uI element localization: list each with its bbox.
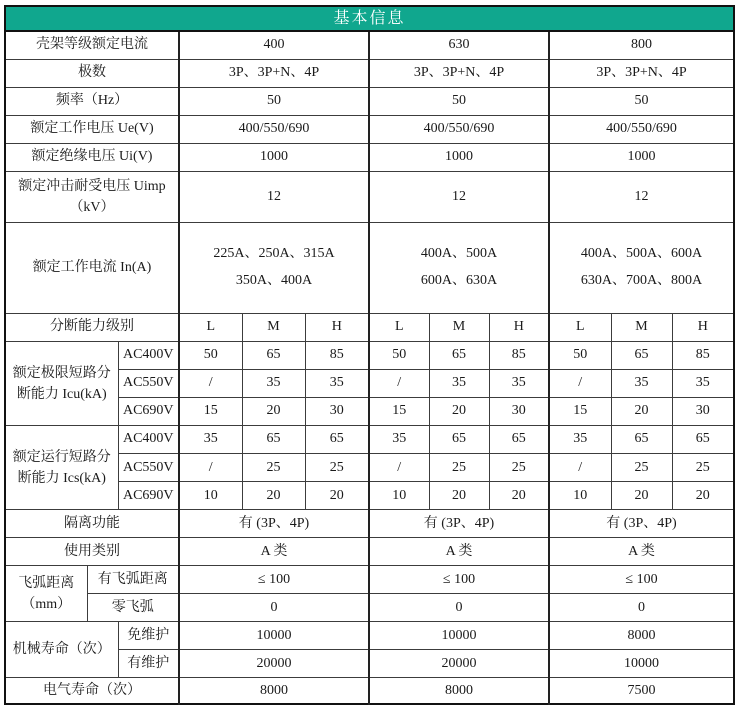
value-cell: H	[305, 314, 369, 342]
value-cell: 3P、3P+N、4P	[369, 59, 549, 87]
value-cell: 有 (3P、4P)	[549, 510, 734, 538]
value-cell: 25	[611, 454, 672, 482]
value-cell: 65	[429, 342, 489, 370]
value-cell: 85	[672, 342, 734, 370]
spec-sheet	[4, 5, 733, 705]
value-cell: 20	[611, 482, 672, 510]
value-cell: 35	[611, 370, 672, 398]
sub-label: AC690V	[118, 398, 179, 426]
value-cell: 35	[179, 426, 242, 454]
row-label: 电气寿命（次）	[5, 678, 179, 704]
row-ue	[5, 115, 734, 143]
sub-label: AC400V	[118, 426, 179, 454]
value-cell: 50	[549, 87, 734, 115]
value-cell: H	[672, 314, 734, 342]
value-cell: 400/550/690	[369, 115, 549, 143]
sub-label: AC550V	[118, 370, 179, 398]
value-line: 350A、400A	[235, 272, 313, 288]
row-label-line: （mm）	[21, 596, 72, 612]
value-cell: /	[369, 454, 429, 482]
value-cell: 400/550/690	[179, 115, 369, 143]
value-cell	[549, 222, 734, 313]
value-cell: 25	[429, 454, 489, 482]
row-label: 额定绝缘电压 Ui(V)	[5, 143, 179, 171]
value-cell: 65	[611, 342, 672, 370]
value-cell: 25	[242, 454, 305, 482]
value-cell: 0	[369, 594, 549, 622]
row-label-line: （kV）	[69, 199, 115, 215]
sub-label: AC690V	[118, 482, 179, 510]
row-label: 额定工作电流 In(A)	[5, 222, 179, 313]
value-cell: 8000	[179, 678, 369, 704]
row-label: 分断能力级别	[5, 314, 179, 342]
row-in-current	[5, 222, 734, 313]
value-cell: 1000	[369, 143, 549, 171]
row-label-line: 断能力 Icu(kA)	[16, 386, 107, 402]
value-cell: /	[549, 454, 611, 482]
sub-label: 零飞弧	[87, 594, 179, 622]
value-cell: ≤ 100	[179, 566, 369, 594]
value-cell: 12	[549, 171, 734, 222]
value-cell: 35	[549, 426, 611, 454]
value-cell: 20	[672, 482, 734, 510]
value-cell: /	[549, 370, 611, 398]
value-cell: /	[179, 370, 242, 398]
value-cell: 10000	[369, 622, 549, 650]
value-cell: 20	[305, 482, 369, 510]
row-poles	[5, 59, 734, 87]
value-line: 600A、630A	[420, 272, 498, 288]
value-line: 400A、500A、600A	[580, 246, 703, 262]
value-cell: 65	[429, 426, 489, 454]
value-cell: 400/550/690	[549, 115, 734, 143]
row-icu-ac400v	[5, 342, 734, 370]
row-label: 壳架等级额定电流	[5, 31, 179, 59]
value-cell: 20000	[369, 650, 549, 678]
value-cell: A 类	[179, 538, 369, 566]
row-ui	[5, 143, 734, 171]
value-cell: 15	[179, 398, 242, 426]
value-line: 400A、500A	[420, 246, 498, 262]
value-cell: 20	[489, 482, 549, 510]
value-cell: 0	[179, 594, 369, 622]
value-cell: 85	[305, 342, 369, 370]
value-cell: ≤ 100	[549, 566, 734, 594]
value-cell: 800	[549, 31, 734, 59]
value-cell: M	[429, 314, 489, 342]
row-label: 使用类别	[5, 538, 179, 566]
value-cell: 10	[549, 482, 611, 510]
basic-info-table	[4, 5, 735, 705]
value-cell: 65	[672, 426, 734, 454]
sub-label: AC550V	[118, 454, 179, 482]
value-cell: 50	[369, 87, 549, 115]
value-line: 225A、250A、315A	[213, 246, 335, 262]
value-cell: /	[179, 454, 242, 482]
row-frame-current	[5, 31, 734, 59]
value-cell: 50	[369, 342, 429, 370]
row-label: 机械寿命（次）	[5, 622, 118, 678]
row-label	[5, 342, 118, 426]
value-cell: 20	[242, 482, 305, 510]
sub-label: AC400V	[118, 342, 179, 370]
row-label	[5, 566, 87, 622]
value-cell: 35	[242, 370, 305, 398]
value-cell: 25	[489, 454, 549, 482]
sub-label: 有飞弧距离	[87, 566, 179, 594]
value-cell: 65	[305, 426, 369, 454]
value-cell: 35	[672, 370, 734, 398]
value-cell: A 类	[369, 538, 549, 566]
row-usage-category	[5, 538, 734, 566]
value-cell: 35	[305, 370, 369, 398]
value-cell: M	[242, 314, 305, 342]
table-title: 基本信息	[5, 6, 734, 31]
value-cell: 15	[369, 398, 429, 426]
row-breaking-level	[5, 314, 734, 342]
row-uimp	[5, 171, 734, 222]
value-cell: /	[369, 370, 429, 398]
value-cell: 20	[242, 398, 305, 426]
value-cell: 50	[549, 342, 611, 370]
value-cell: 35	[369, 426, 429, 454]
value-cell: 630	[369, 31, 549, 59]
value-cell	[369, 222, 549, 313]
row-label-line: 额定运行短路分	[12, 449, 111, 465]
row-label	[5, 426, 118, 510]
value-cell: 20	[611, 398, 672, 426]
value-cell: 65	[242, 342, 305, 370]
value-cell: L	[369, 314, 429, 342]
value-cell: 3P、3P+N、4P	[549, 59, 734, 87]
row-arc-zero	[5, 594, 734, 622]
value-cell: 10	[369, 482, 429, 510]
value-cell: 0	[549, 594, 734, 622]
row-frequency	[5, 87, 734, 115]
value-cell: 20000	[179, 650, 369, 678]
value-cell	[179, 222, 369, 313]
value-cell: 有 (3P、4P)	[369, 510, 549, 538]
value-cell: 25	[305, 454, 369, 482]
row-label	[5, 171, 179, 222]
value-cell: 10	[179, 482, 242, 510]
value-cell: 8000	[369, 678, 549, 704]
value-cell: 10000	[549, 650, 734, 678]
row-label-line: 额定冲击耐受电压 Uimp	[18, 178, 166, 194]
row-electrical-life	[5, 678, 734, 704]
row-label: 频率（Hz）	[5, 87, 179, 115]
value-line: 630A、700A、800A	[580, 272, 703, 288]
value-cell: 12	[179, 171, 369, 222]
value-cell: 7500	[549, 678, 734, 704]
value-cell: 20	[429, 482, 489, 510]
row-label: 隔离功能	[5, 510, 179, 538]
value-cell: 12	[369, 171, 549, 222]
value-cell: H	[489, 314, 549, 342]
row-arc-with	[5, 566, 734, 594]
value-cell: 10000	[179, 622, 369, 650]
table-title-row	[5, 6, 734, 31]
row-ics-ac400v	[5, 426, 734, 454]
sub-label: 免维护	[118, 622, 179, 650]
row-mech-maintfree	[5, 622, 734, 650]
value-cell: 400	[179, 31, 369, 59]
row-isolation	[5, 510, 734, 538]
value-cell: 3P、3P+N、4P	[179, 59, 369, 87]
value-cell: 35	[429, 370, 489, 398]
value-cell: 8000	[549, 622, 734, 650]
value-cell: 1000	[179, 143, 369, 171]
value-cell: 65	[611, 426, 672, 454]
value-cell: 65	[242, 426, 305, 454]
value-cell: M	[611, 314, 672, 342]
value-cell: 30	[672, 398, 734, 426]
value-cell: A 类	[549, 538, 734, 566]
value-cell: L	[179, 314, 242, 342]
value-cell: 30	[489, 398, 549, 426]
value-cell: 25	[672, 454, 734, 482]
value-cell: 50	[179, 87, 369, 115]
value-cell: 50	[179, 342, 242, 370]
row-label: 极数	[5, 59, 179, 87]
value-cell: 65	[489, 426, 549, 454]
value-cell: 35	[489, 370, 549, 398]
value-cell: 30	[305, 398, 369, 426]
value-cell: 有 (3P、4P)	[179, 510, 369, 538]
value-cell: 1000	[549, 143, 734, 171]
row-label: 额定工作电压 Ue(V)	[5, 115, 179, 143]
row-label-line: 飞弧距离	[18, 575, 75, 591]
value-cell: 85	[489, 342, 549, 370]
row-label-line: 额定极限短路分	[12, 365, 111, 381]
value-cell: 20	[429, 398, 489, 426]
row-label-line: 断能力 Ics(kA)	[17, 470, 106, 486]
value-cell: L	[549, 314, 611, 342]
sub-label: 有维护	[118, 650, 179, 678]
value-cell: ≤ 100	[369, 566, 549, 594]
value-cell: 15	[549, 398, 611, 426]
